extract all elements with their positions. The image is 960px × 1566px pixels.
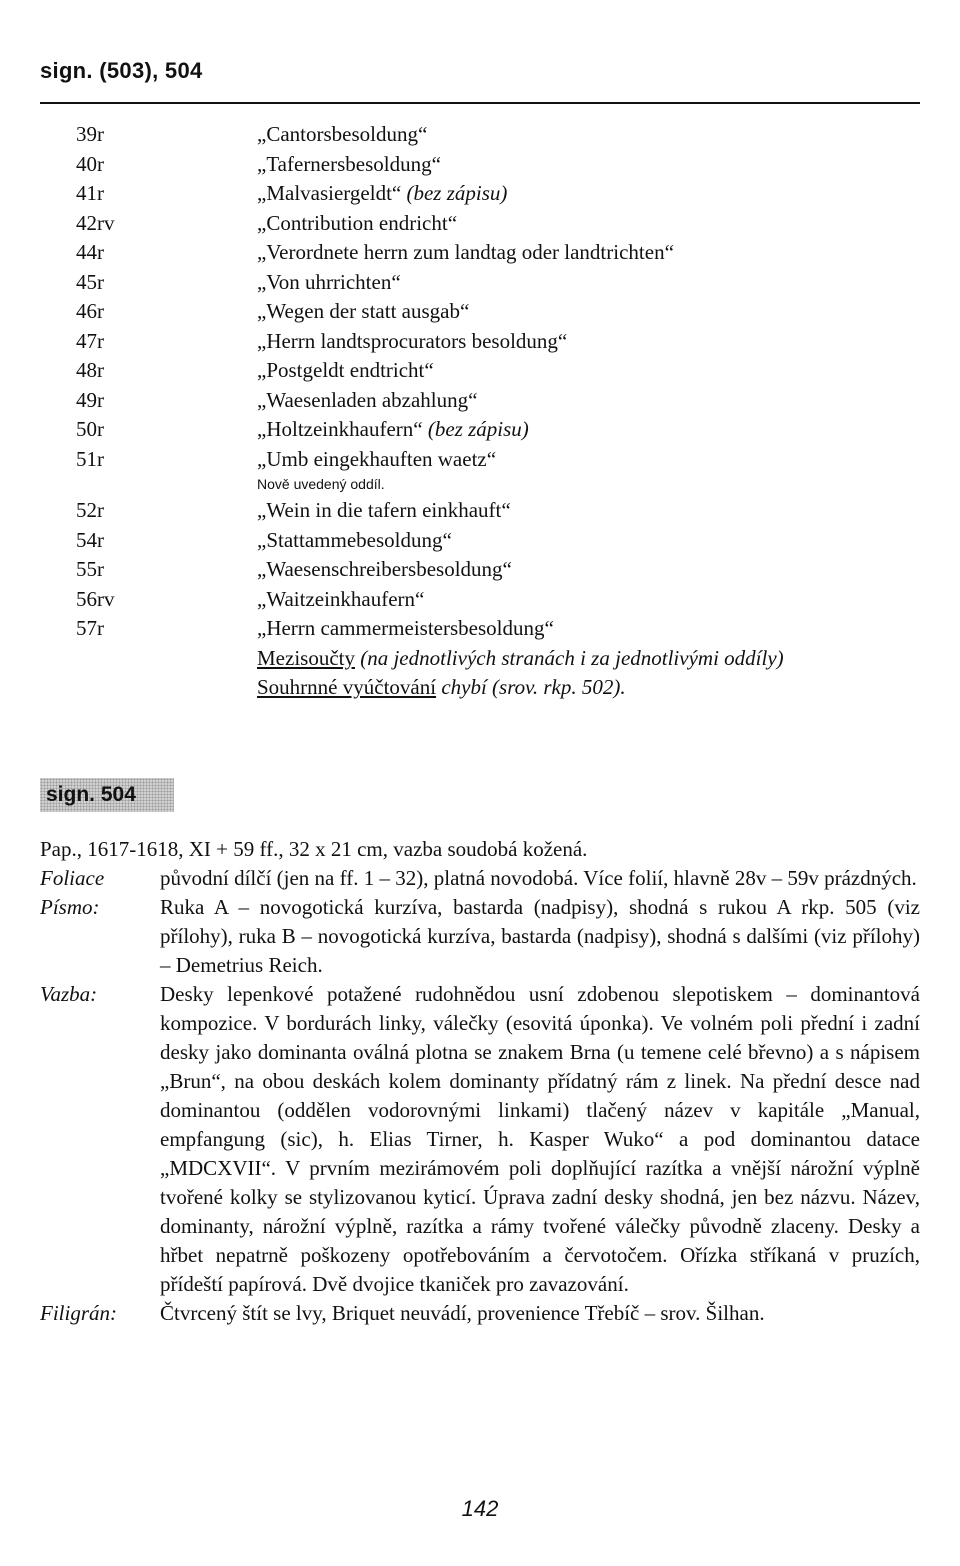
- toc-row: [76, 297, 936, 327]
- toc-title-text: „Holtzeinkhaufern“: [257, 417, 423, 441]
- toc-title-text: „Postgeldt endtricht“: [257, 358, 434, 382]
- toc-title: „Wein in die tafern einkhauft“: [257, 498, 511, 522]
- toc-folio: 46r: [76, 299, 104, 323]
- toc-title-text: „Herrn landtsprocurators besoldung“: [257, 328, 568, 353]
- toc-title: [257, 150, 936, 180]
- field-label: Písmo:: [40, 895, 100, 919]
- toc-title-text: „Contribution endricht“: [257, 210, 458, 235]
- toc-title: [257, 238, 936, 268]
- field-text: Čtvrcený štít se lvy, Briquet neuvádí, provenience Třebíč – srov. Šilhan.: [160, 1301, 765, 1325]
- toc-row: [76, 327, 936, 357]
- toc-title: [257, 327, 936, 357]
- field-text: Ruka A – novogotická kurzíva, bastarda (nadpisy), shodná s rukou A rkp. 505 (viz přílohy), ruka B – novogotická kurzíva, bastarda (nadpisy), shodná s dalšími (viz přílohy) – Demetrius Reich.: [160, 895, 920, 977]
- toc-title: [257, 179, 936, 209]
- toc-row: [76, 496, 936, 526]
- toc-title: „Stattammebesoldung“: [257, 527, 452, 552]
- toc-title-text: „Tafernersbesoldung“: [257, 151, 441, 176]
- signature-heading: sign. 504: [40, 778, 174, 812]
- toc-row: [76, 386, 936, 416]
- toc-row: [76, 445, 936, 475]
- field-binding: [40, 980, 920, 1299]
- toc-row: [76, 526, 936, 556]
- toc-folio: 39r: [76, 122, 104, 146]
- summary-label: Souhrnné vyúčtování: [257, 675, 437, 699]
- toc-title: [257, 445, 936, 475]
- new-section-note: Nově uvedený oddíl.: [257, 476, 385, 492]
- toc-row: [76, 179, 936, 209]
- toc-title: [257, 120, 936, 150]
- toc-title: [257, 386, 936, 416]
- toc-folio: 47r: [76, 328, 104, 353]
- subtotals-note: (na jednotlivých stranách i za jednotlivými oddíly): [354, 645, 784, 670]
- field-watermark: [40, 1299, 920, 1328]
- field-script: [40, 893, 920, 980]
- manuscript-description: [40, 835, 920, 1328]
- field-label: Filigrán:: [40, 1301, 117, 1325]
- toc-title: [257, 415, 936, 445]
- toc-folio: 57r: [76, 616, 104, 640]
- toc-title: „Waesenschreibersbesoldung“: [257, 557, 512, 581]
- toc-row: [76, 209, 936, 239]
- toc-folio: 42rv: [76, 210, 115, 235]
- toc-row: [76, 614, 936, 644]
- toc-title: [257, 209, 936, 239]
- toc-folio: 44r: [76, 240, 104, 264]
- header-rule: [40, 102, 920, 104]
- toc-title: [257, 356, 936, 386]
- toc-row: [76, 555, 936, 585]
- field-text: Desky lepenkové potažené rudohnědou usní zdobenou slepotiskem – dominantová kompozice. V bordurách linky, válečky (esovitá úponka). Ve volném poli přední i zadní desky jako dominanta oválná plotna se znakem Brna (u temene celé břevno) a s nápisem „Brun“, na obou deskách kolem dominanty přídatný rám z linek. Na přední desce nad dominantou (oddělen vodorovnými linkami) tlačený název v kapitále „Manual, empfangung (sic), h. Elias Tirner, h. Kasper Wuko“ a pod dominantou datace „MDCXVII“. V prvním mezirámovém poli doplňující razítka a vnější nárožní výplně tvořené kolky se stylizovanou kyticí. Úprava zadní desky shodná, jen bez názvu. Název, dominanty, nárožní výplně, razítka a rámy tvořené válečky původně zlaceny. Desky a hřbet nepatrně poškozeny opotřebováním a červotočem. Ořízka stříkaná v pruzích, přídeští papírová. Dvě dvojice tkaniček pro zavazování.: [160, 982, 920, 1296]
- toc-title: „Waitzeinkhaufern“: [257, 586, 425, 611]
- toc-note: (bez zápisu): [427, 417, 529, 441]
- subtotals-label: Mezisoučty: [257, 645, 355, 670]
- toc-row: [76, 415, 936, 445]
- toc-row: [76, 268, 936, 298]
- summary-line: [76, 673, 936, 703]
- toc-row: [76, 585, 936, 615]
- toc-title: „Herrn cammermeistersbesoldung“: [257, 616, 554, 640]
- field-label: Foliace: [40, 866, 105, 890]
- field-label: Vazba:: [40, 982, 98, 1006]
- toc-title-text: „Wegen der statt ausgab“: [257, 299, 470, 323]
- toc-folio: 45r: [76, 269, 104, 294]
- field-text: původní dílčí (jen na ff. 1 – 32), platná novodobá. Více folií, hlavně 28v – 59v prázdných.: [160, 866, 917, 890]
- toc-folio: 48r: [76, 358, 104, 382]
- toc-title-text: „Von uhrrichten“: [257, 269, 401, 294]
- toc-row: [76, 356, 936, 386]
- subtotals-line: [76, 644, 936, 674]
- toc-row: [76, 120, 936, 150]
- toc-row: [76, 150, 936, 180]
- toc-title-text: „Malvasiergeldt“: [257, 181, 402, 205]
- toc-folio: 50r: [76, 417, 104, 441]
- page-header: sign. (503), 504: [40, 58, 203, 83]
- physical-description: Pap., 1617-1618, XI + 59 ff., 32 x 21 cm, vazba soudobá kožená.: [40, 837, 588, 861]
- toc-folio: 56rv: [76, 586, 115, 611]
- page-number: 142: [461, 1496, 499, 1521]
- contents-list: [76, 120, 936, 703]
- field-foliation: [40, 864, 920, 893]
- toc-title: [257, 268, 936, 298]
- toc-folio: 55r: [76, 557, 104, 581]
- toc-title-text: „Cantorsbesoldung“: [257, 122, 428, 146]
- toc-folio: 52r: [76, 498, 104, 522]
- toc-folio: 40r: [76, 151, 104, 176]
- toc-title: [257, 297, 936, 327]
- toc-folio: 49r: [76, 387, 104, 412]
- toc-title-text: „Umb eingekhauften waetz“: [257, 446, 497, 471]
- toc-title-text: „Verordnete herrn zum landtag oder landtrichten“: [257, 240, 674, 264]
- summary-note: chybí (srov. rkp. 502).: [436, 675, 626, 699]
- toc-folio: 54r: [76, 527, 104, 552]
- toc-folio: 51r: [76, 446, 104, 471]
- toc-note: (bez zápisu): [406, 181, 508, 205]
- toc-row: [76, 238, 936, 268]
- toc-title-text: „Waesenladen abzahlung“: [257, 387, 478, 412]
- toc-folio: 41r: [76, 181, 104, 205]
